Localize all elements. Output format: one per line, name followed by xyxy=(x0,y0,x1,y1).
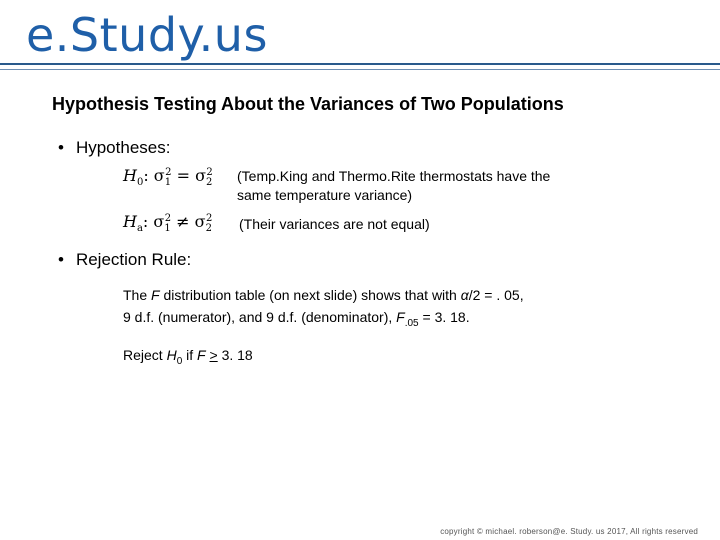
header-divider xyxy=(0,63,720,65)
bullet-dot-icon: • xyxy=(58,138,64,157)
slide-title: Hypothesis Testing About the Variances of Two Populations xyxy=(52,94,564,114)
bullet-hypotheses xyxy=(58,138,170,158)
ha-formula: $H_a$: $\sigma_1^2 \ne \sigma_2^2$ xyxy=(123,212,213,235)
copyright-footer: copyright © michael. roberson@e. Study. us 2017, All rights reserved xyxy=(440,527,698,536)
rejection-paragraph xyxy=(123,284,524,335)
bullet-rejection xyxy=(58,250,191,270)
hypotheses-label: Hypotheses: xyxy=(75,138,171,157)
h0-formula: $H_0$: $\sigma_1^2 = \sigma_2^2$ xyxy=(123,166,213,189)
brand-logo: e.Study.us xyxy=(26,8,268,62)
header-divider-thin xyxy=(0,69,720,70)
reject-rule: Reject $H_0$ if F > 3. 18 xyxy=(123,347,253,367)
rejection-line-1: The F distribution table (on next slide) shows that with α/2 = . 05, xyxy=(123,287,524,303)
bullet-dot-icon: • xyxy=(58,250,64,269)
h0-note: (Temp.King and Thermo.Rite thermostats have the same temperature variance) xyxy=(237,168,551,203)
ha-note: (Their variances are not equal) xyxy=(239,216,430,232)
rejection-line-2: 9 d.f. (numerator), and 9 d.f. (denominator), $F_{.05} = 3$. 18. xyxy=(123,309,470,329)
rejection-label: Rejection Rule: xyxy=(75,250,192,269)
